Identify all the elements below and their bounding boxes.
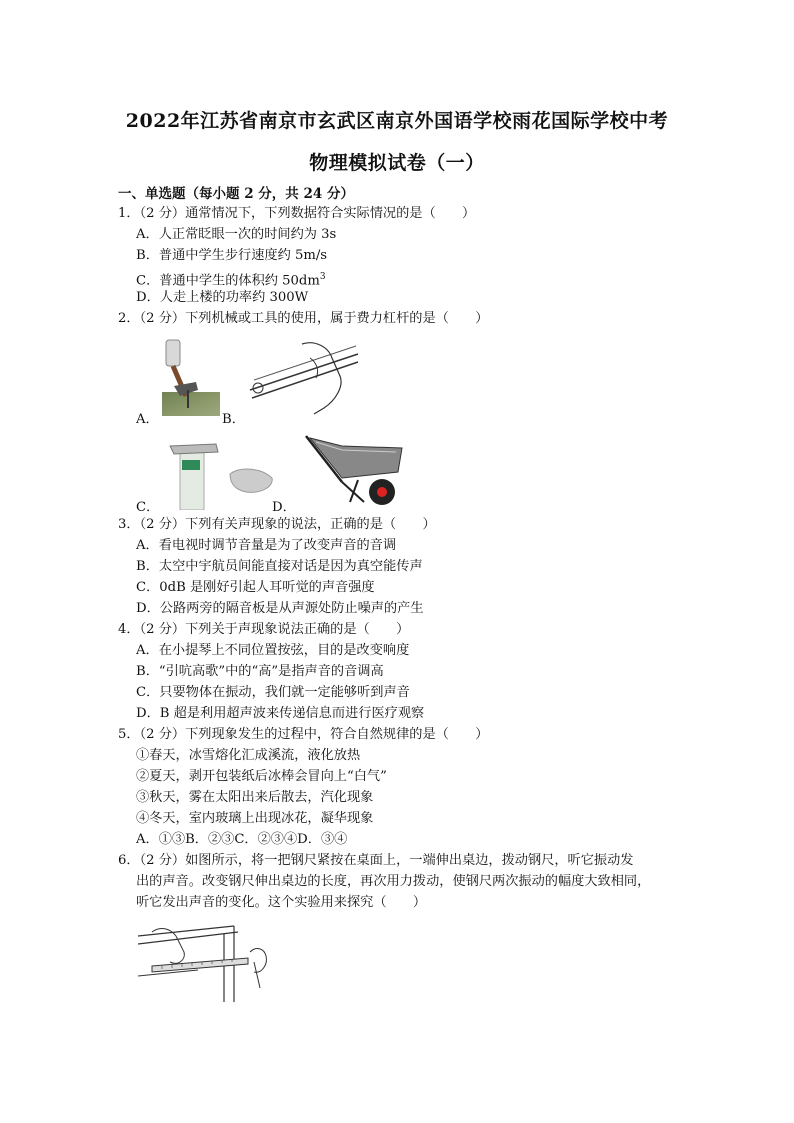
- question-4-option-a: A．在小提琴上不同位置按弦，目的是改变响度: [136, 643, 410, 658]
- question-3-option-c: C．0dB 是刚好引起人耳听觉的声音强度: [136, 580, 375, 595]
- question-5-item-2: ②夏天，剥开包装纸后冰棒会冒向上“白气”: [136, 769, 387, 784]
- question-6-stem-line3: 听它发出声音的变化。这个实验用来探究（ ）: [136, 895, 427, 910]
- question-4-option-d: D．B 超是利用超声波来传递信息而进行医疗观察: [136, 706, 425, 721]
- bottle-opener-image: [166, 438, 276, 510]
- question-5-item-1: ①春天，冰雪熔化汇成溪流，液化放热: [136, 748, 361, 763]
- steel-ruler-on-desk-image: [138, 922, 270, 1004]
- question-5-item-3: ③秋天，雾在太阳出来后散去，汽化现象: [136, 790, 374, 805]
- question-3-option-d: D．公路两旁的隔音板是从声源处防止噪声的产生: [136, 601, 424, 616]
- question-1-option-d: D．人走上楼的功率约 300W: [136, 290, 309, 305]
- question-1-option-a: A．人正常眨眼一次的时间约为 3s: [136, 227, 337, 242]
- chopsticks-image: [244, 340, 360, 416]
- hammer-pulling-nail-image: [160, 338, 224, 420]
- question-6-stem-line2: 出的声音。改变钢尺伸出桌边的长度，再次用力拨动，使钢尺两次振动的幅度大致相同，: [136, 874, 651, 889]
- exam-title-line1: 2022年江苏省南京市玄武区南京外国语学校雨花国际学校中考: [125, 110, 669, 132]
- question-6-stem-line1: 6．（2 分）如图所示，将一把钢尺紧按在桌面上，一端伸出桌边，拨动钢尺，听它振动发: [118, 853, 634, 868]
- wheelbarrow-image: [302, 432, 412, 510]
- question-3-option-a: A．看电视时调节音量是为了改变声音的音调: [136, 538, 397, 553]
- question-2-option-d: D．: [272, 500, 296, 515]
- question-1-stem: 1．（2 分）通常情况下，下列数据符合实际情况的是（ ）: [118, 206, 476, 221]
- question-2-option-b: B．: [222, 412, 245, 427]
- superscript-3: 3: [319, 272, 326, 282]
- question-3-option-b: B．太空中宇航员间能直接对话是因为真空能传声: [136, 559, 423, 574]
- question-5-options: A．①③B．②③C．②③④D．③④: [136, 832, 348, 847]
- question-5-stem: 5．（2 分）下列现象发生的过程中，符合自然规律的是（ ）: [118, 727, 489, 742]
- question-1-option-c: C．普通中学生的体积约 $50dm^3$: [136, 272, 326, 289]
- question-2-option-c: C．: [136, 500, 160, 515]
- question-4-stem: 4．（2 分）下列关于声现象说法正确的是（ ）: [118, 622, 410, 637]
- question-4-option-b: B．“引吭高歌”中的“高”是指声音的音调高: [136, 664, 384, 679]
- question-3-stem: 3．（2 分）下列有关声现象的说法，正确的是（ ）: [118, 517, 436, 532]
- exam-title-line2: 物理模拟试卷（一）: [309, 152, 485, 174]
- section-heading-single-choice: 一、单选题（每小题 2 分，共 24 分）: [118, 186, 354, 202]
- question-1-option-b: B．普通中学生步行速度约 5m/s: [136, 248, 328, 263]
- question-2-stem: 2．（2 分）下列机械或工具的使用，属于费力杠杆的是（ ）: [118, 311, 489, 326]
- question-4-option-c: C．只要物体在振动，我们就一定能够听到声音: [136, 685, 410, 700]
- question-2-option-a: A．: [136, 412, 159, 427]
- question-5-item-4: ④冬天，室内玻璃上出现冰花，凝华现象: [136, 811, 374, 826]
